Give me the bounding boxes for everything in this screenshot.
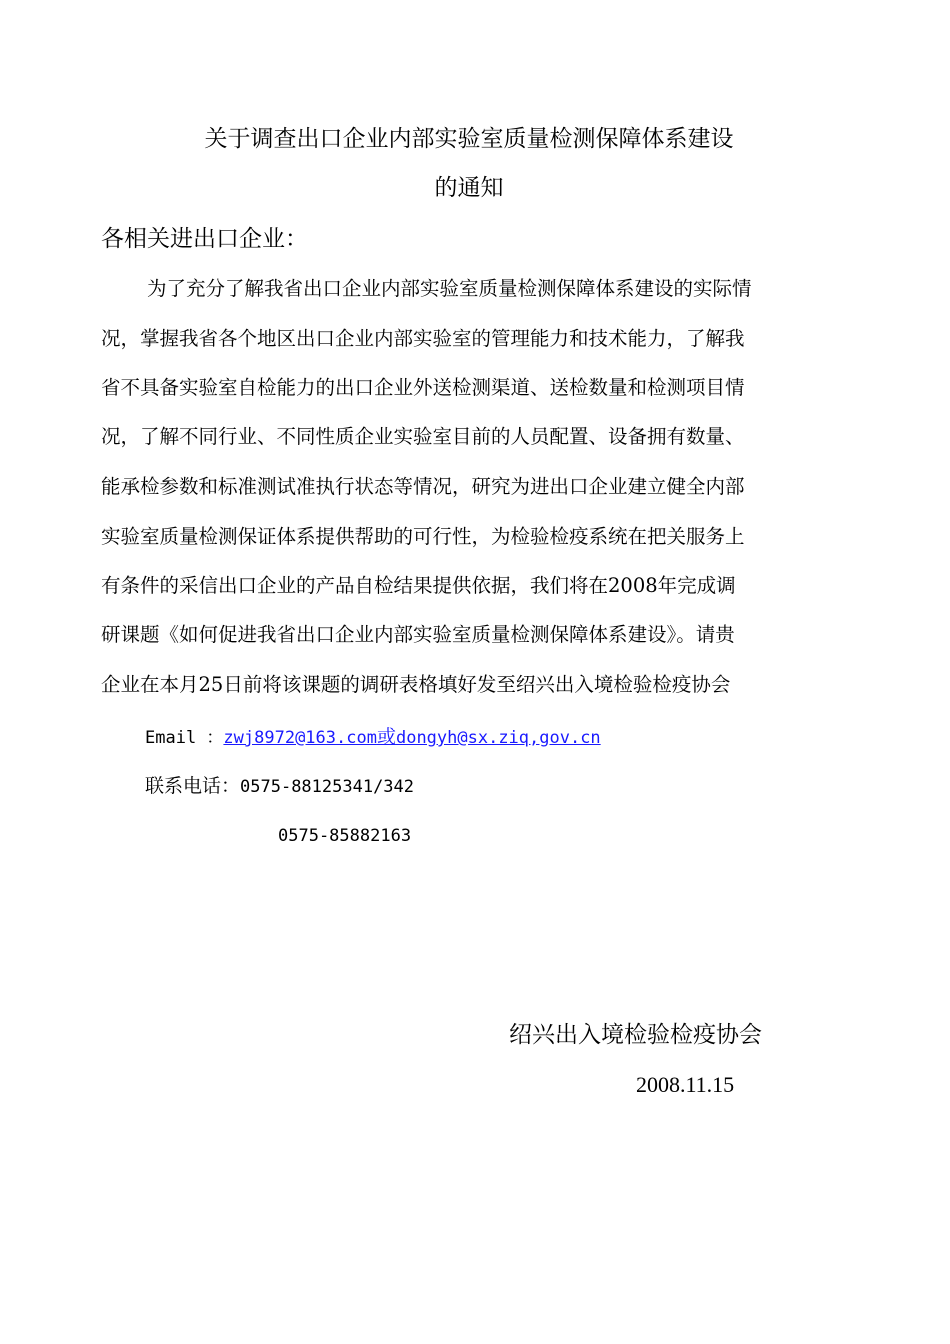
body-line: 有条件的采信出口企业的产品自检结果提供依据，我们将在2008年完成调 — [101, 574, 736, 597]
phone-number-2: 0575-85882163 — [278, 826, 412, 846]
phone-label: 联系电话： — [145, 775, 241, 797]
email-line — [145, 723, 601, 752]
body-line: 为了充分了解我省出口企业内部实验室质量检测保障体系建设的实际情 — [147, 277, 752, 300]
document-title-line-1: 关于调查出口企业内部实验室质量检测保障体系建设 — [204, 126, 734, 152]
body-line: 企业在本月25日前将该课题的调研表格填好发至绍兴出入境检验检疫协会 — [101, 673, 731, 696]
email-link-2[interactable]: dongyh@sx.ziq,gov.cn — [395, 728, 601, 748]
body-line: 省不具备实验室自检能力的出口企业外送检测渠道、送检数量和检测项目情 — [101, 376, 745, 399]
document-title-line-2: 的通知 — [434, 175, 504, 201]
salutation: 各相关进出口企业： — [101, 226, 308, 252]
signature-date: 2008.11.15 — [636, 1072, 735, 1097]
email-link-1[interactable]: zwj8972@163.com — [223, 728, 377, 748]
body-line: 实验室质量检测保证体系提供帮助的可行性，为检验检疫系统在把关服务上 — [101, 525, 745, 548]
email-or-text[interactable]: 或 — [376, 726, 396, 748]
email-label: Email ： — [145, 728, 224, 748]
body-line: 况，掌握我省各个地区出口企业内部实验室的管理能力和技术能力，了解我 — [101, 327, 745, 350]
signature-org: 绍兴出入境检验检疫协会 — [509, 1022, 762, 1048]
phone-number-1: 0575-88125341/342 — [240, 777, 415, 797]
body-line: 况，了解不同行业、不同性质企业实验室目前的人员配置、设备拥有数量、 — [101, 425, 745, 448]
phone-line — [145, 772, 414, 801]
body-line: 能承检参数和标准测试准执行状态等情况，研究为进出口企业建立健全内部 — [101, 475, 745, 498]
body-line: 研课题《如何促进我省出口企业内部实验室质量检测保障体系建设》。请贵 — [101, 623, 735, 646]
